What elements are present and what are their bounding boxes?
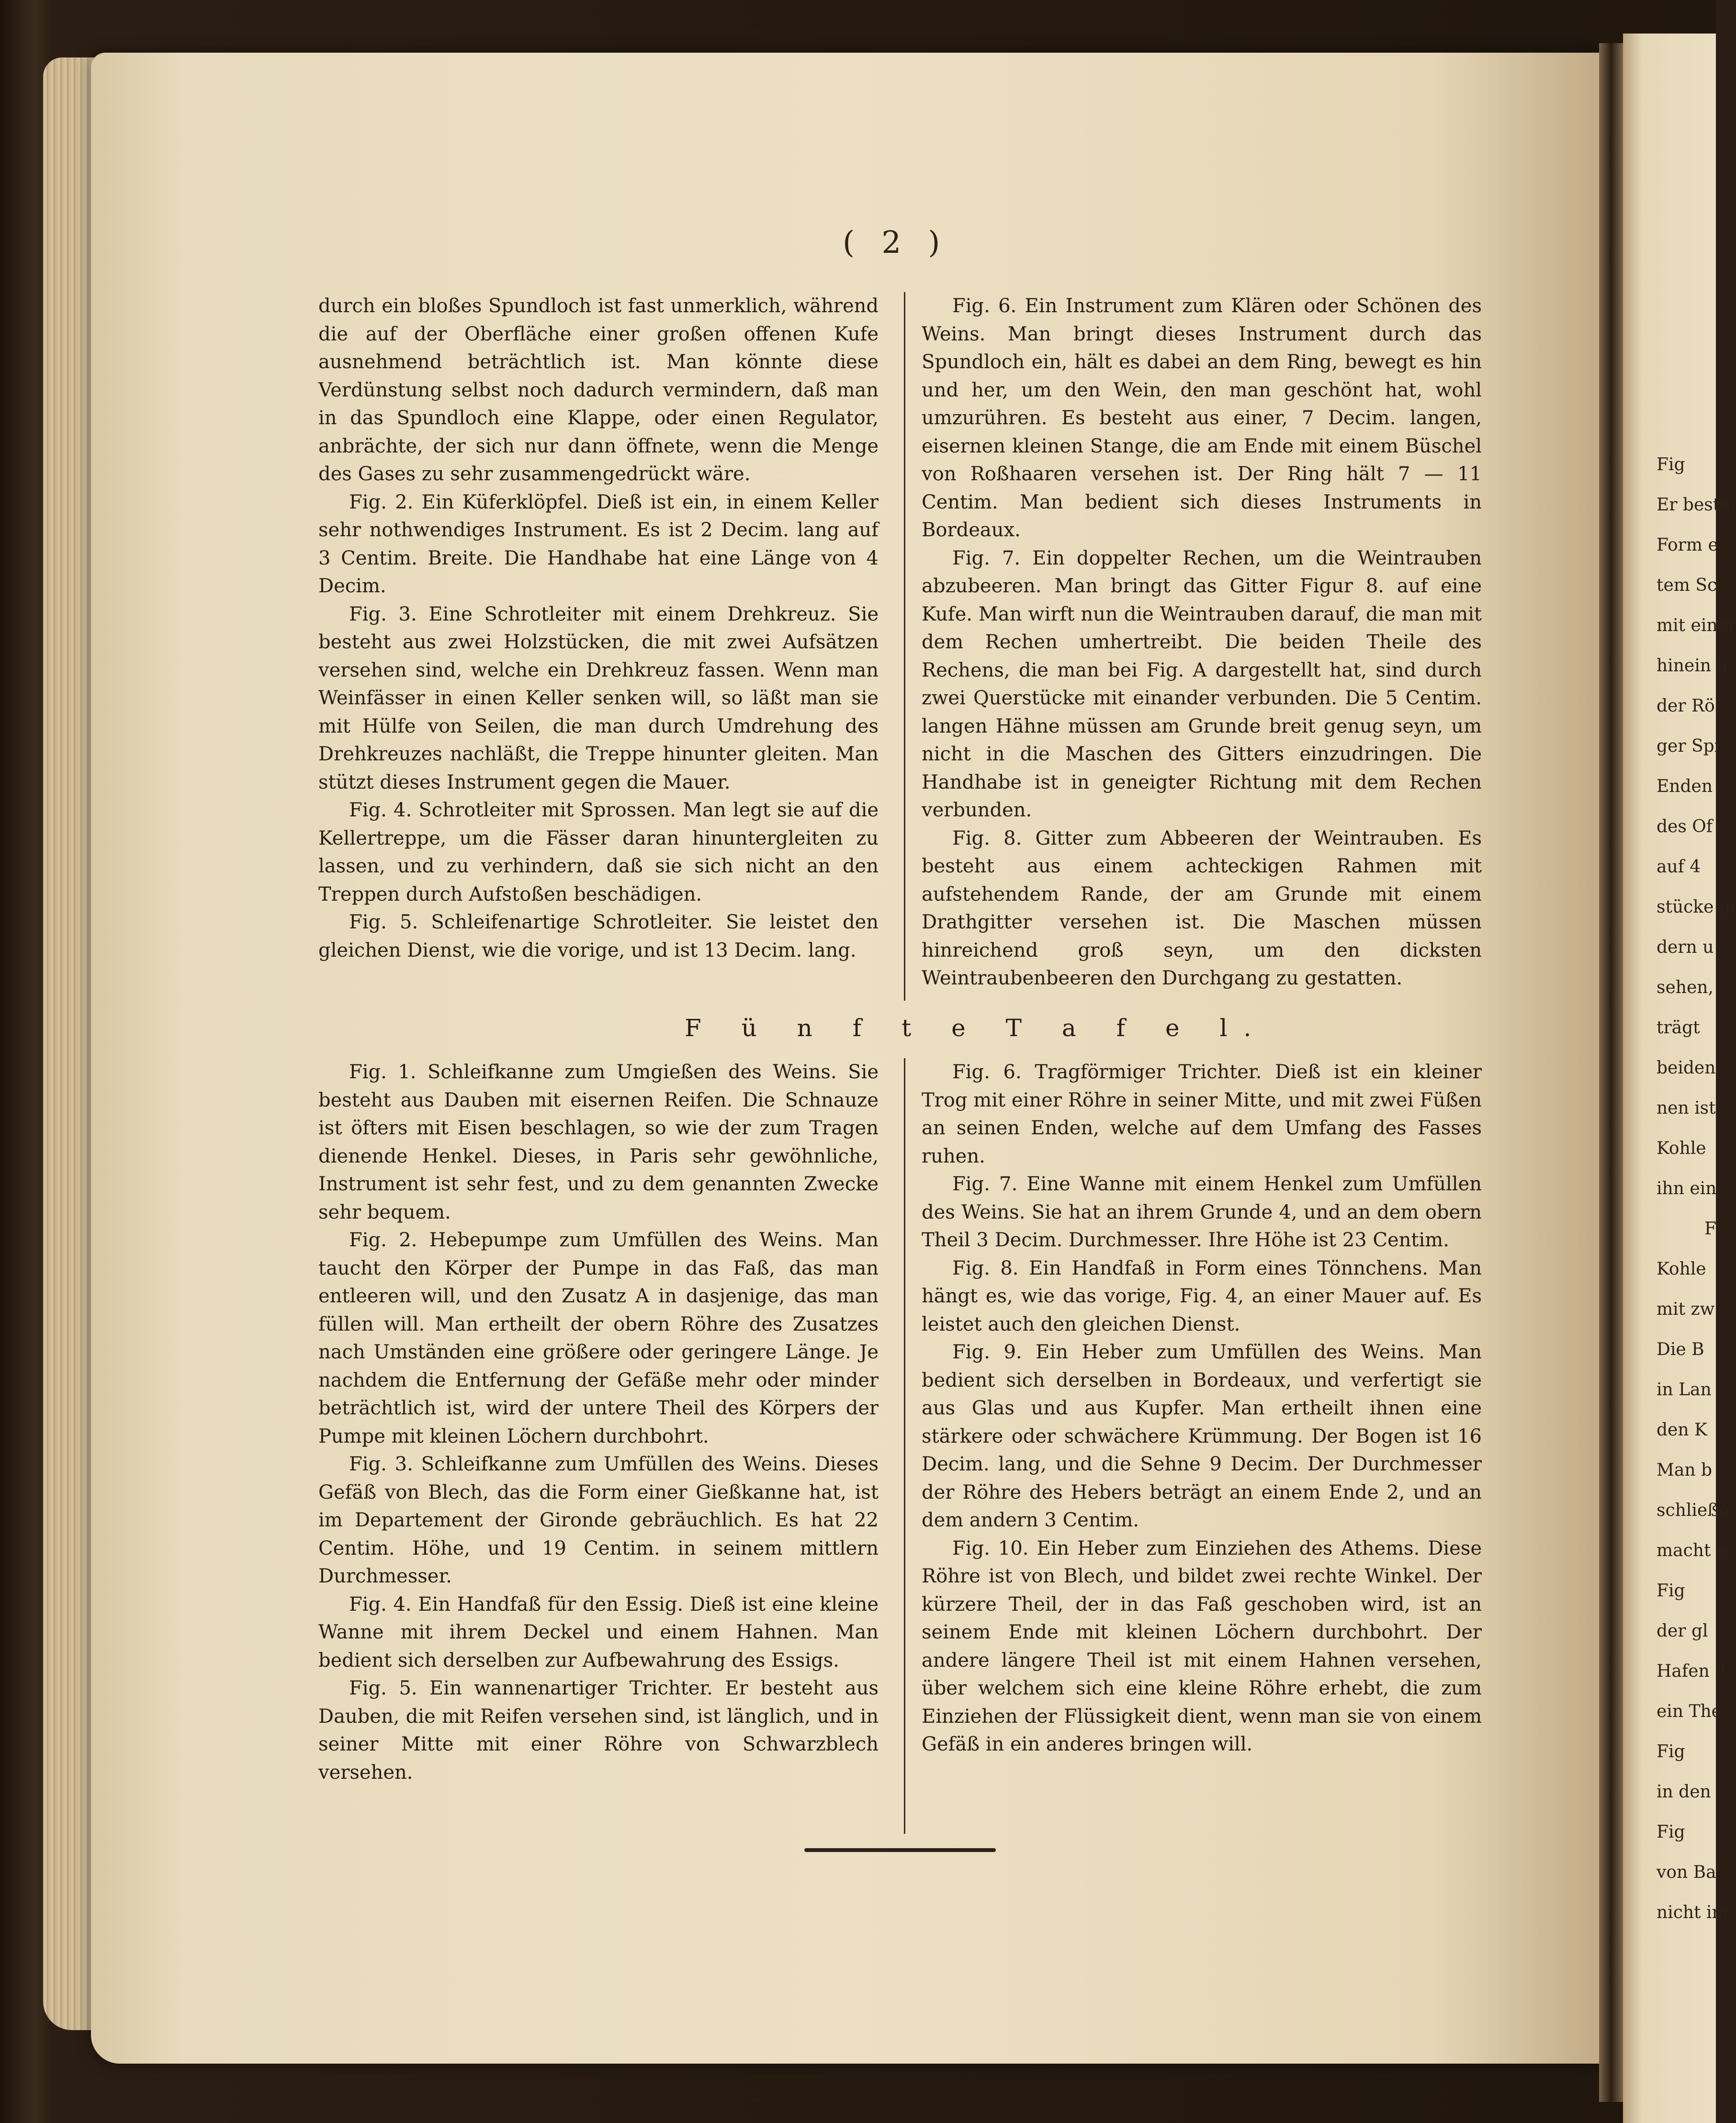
paragraph: Fig. 2. Ein Küferklöpfel. Dieß ist ein, in einem Keller sehr nothwendiges Instrument. Es ist 2 Decim. lang auf 3 Centim. Breite. Die Handhabe hat eine Länge von 4 Decim.	[318, 491, 879, 597]
right-page-fragment-line: dern u	[1657, 937, 1714, 957]
closing-rule	[804, 1848, 996, 1852]
paragraph: Fig. 3. Eine Schrotleiter mit einem Drehkreuz. Sie besteht aus zwei Holzstücken, die mit zwei Aufsätzen versehen sind, welche ein Drehkreuz fassen. Wenn man Weinfässer in einen Keller senken will, so läßt man sie mit Hülfe von Seilen, die man durch Umdrehung des Drehkreuzes nachläßt, die Treppe hinunter gleiten. Man stützt dieses Instrument gegen die Mauer.	[318, 603, 879, 793]
right-page-fragment-line: stücke m	[1657, 897, 1736, 917]
right-page-fragment-line: von Ba	[1657, 1863, 1716, 1882]
column-divider-bottom	[904, 1058, 905, 1834]
paragraph: Fig. 6. Tragförmiger Trichter. Dieß ist ein kleiner Trog mit einer Röhre in seiner Mitte, und mit zwei Füßen an seinen Enden, welche auf dem Umfang des Fasses ruhen.	[922, 1061, 1482, 1167]
right-page-fragment-line: ihn ein	[1657, 1179, 1717, 1198]
right-page-fragment-line: hinein u	[1657, 656, 1728, 676]
right-column-bottom	[922, 1058, 1482, 1759]
right-page-fragment-line: trägt	[1657, 1018, 1700, 1038]
right-page-fragment-line: Hafen d	[1657, 1661, 1726, 1681]
right-page-fragment-line: Fig	[1657, 1742, 1685, 1762]
right-page-fragment-line: Enden	[1657, 777, 1713, 796]
paragraph: Fig. 2. Hebepumpe zum Umfüllen des Weins. Man taucht den Körper der Pumpe in das Faß, das man entleeren will, und den Zusatz A in dasjenige, das man füllen will. Man ertheilt der obern Röhre des Zusatzes nach Umständen eine größere oder geringere Länge. Je nachdem die Entfernung der Gefäße mehr oder minder beträchtlich ist, wird der untere Theil des Körpers der Pumpe mit kleinen Löchern durchbohrt.	[318, 1229, 879, 1447]
paragraph: Fig. 3. Schleifkanne zum Umfüllen des Weins. Dieses Gefäß von Blech, das die Form einer Gießkanne hat, ist im Departement der Gironde gebräuchlich. Es hat 22 Centim. Höhe, und 19 Centim. in seinem mittlern Durchmesser.	[318, 1453, 879, 1587]
right-page-fragment-line: macht e	[1657, 1541, 1727, 1560]
right-page-fragment-line: sehen,	[1657, 978, 1713, 997]
right-page-fragment-line: tem Sc	[1657, 576, 1717, 595]
book-gutter	[1599, 43, 1623, 2102]
right-page-fragment-line: des Of	[1657, 817, 1713, 836]
right-page-fragment-line: ger Spi	[1657, 736, 1720, 756]
right-page-fragment-line: der gl	[1657, 1621, 1708, 1641]
paragraph: Fig. 4. Schrotleiter mit Sprossen. Man legt sie auf die Kellertreppe, um die Fässer daran hinuntergleiten zu lassen, und zu verhindern, daß sie sich nicht an den Treppen durch Aufstoßen beschädigen.	[318, 799, 879, 905]
paragraph: Fig. 10. Ein Heber zum Einziehen des Athems. Diese Röhre ist von Blech, und bildet zwei rechte Winkel. Der kürzere Theil, der in das Faß geschoben wird, ist an seinem Ende mit kleinen Löchern durchbohrt. Der andere längere Theil ist mit einem Hahnen versehen, über welchem sich eine kleine Röhre erhebt, die zum Einziehen der Flüssigkeit dient, wenn man sie von einem Gefäß in ein anderes bringen will.	[922, 1537, 1482, 1755]
right-page-fragment-line: Er bestel	[1657, 495, 1736, 515]
right-page-fragment-line: F	[1704, 1219, 1716, 1239]
paragraph: Fig. 1. Schleifkanne zum Umgießen des Weins. Sie besteht aus Dauben mit eisernen Reifen. Die Schnauze ist öfters mit Eisen beschlagen, so wie der zum Tragen dienende Henkel. Dieses, in Paris sehr gewöhnliche, Instrument ist sehr fest, und zu dem genannten Zwecke sehr bequem.	[318, 1061, 879, 1223]
section-heading: F ü n f t e T a f e l.	[685, 1014, 1268, 1042]
right-page-fragment-line: Fig	[1657, 1581, 1685, 1601]
paragraph: Fig. 5. Ein wannenartiger Trichter. Er besteht aus Dauben, die mit Reifen versehen sind, ist länglich, und in seiner Mitte mit einer Röhre von Schwarzblech versehen.	[318, 1677, 879, 1784]
column-divider-top	[904, 292, 905, 1001]
right-page-fragment-line: Fig	[1657, 455, 1685, 474]
right-page-fragment-line: nen ist	[1657, 1098, 1716, 1118]
right-page-fragment-line: mit einer	[1657, 616, 1736, 635]
right-page-fragment	[1623, 34, 1736, 2123]
right-page-fragment-line: in Lan	[1657, 1380, 1712, 1400]
right-page-fragment-line: den K	[1657, 1420, 1707, 1440]
right-page-fragment-line: Kohle	[1657, 1139, 1706, 1158]
right-page-fragment-line: Fig	[1657, 1822, 1685, 1842]
right-page-fragment-line: der Rös	[1657, 696, 1724, 716]
right-page-fragment-line: auf 4	[1657, 857, 1701, 877]
page-number: ( 2 )	[843, 225, 949, 260]
paragraph: Fig. 6. Ein Instrument zum Klären oder Schönen des Weins. Man bringt dieses Instrument durch das Spundloch ein, hält es dabei an dem Ring, bewegt es hin und her, um den Wein, den man geschönt hat, wohl umzurühren. Es besteht aus einer, 7 Decim. langen, eisernen kleinen Stange, die am Ende mit einem Büschel von Roßhaaren versehen ist. Der Ring hält 7 — 11 Centim. Man bedient sich dieses Instruments in Bordeaux.	[922, 295, 1482, 541]
paragraph: Fig. 4. Ein Handfaß für den Essig. Dieß ist eine kleine Wanne mit ihrem Deckel und einem Hahnen. Man bedient sich derselben zur Aufbewahrung des Essigs.	[318, 1593, 879, 1671]
paragraph: Fig. 8. Gitter zum Abbeeren der Weintrauben. Es besteht aus einem achteckigen Rahmen mit aufstehendem Rande, der am Grunde mit einem Drathgitter versehen ist. Die Maschen müssen hinreichend groß seyn, um den dicksten Weintraubenbeeren den Durchgang zu gestatten.	[922, 827, 1482, 989]
left-column-top	[318, 292, 879, 964]
right-page-fragment-line: Man b	[1657, 1460, 1712, 1480]
right-page-fragment-line: schließe	[1657, 1501, 1729, 1520]
left-column-bottom	[318, 1058, 879, 1786]
right-page-fragment-line: Form e	[1657, 535, 1718, 555]
right-page-fragment-line: beiden	[1657, 1058, 1716, 1078]
right-page-fragment-line: mit zw	[1657, 1299, 1715, 1319]
paragraph: Fig. 7. Ein doppelter Rechen, um die Weintrauben abzubeeren. Man bringt das Gitter Figur 8. auf eine Kufe. Man wirft nun die Weintrauben darauf, die man mit dem Rechen umhertreibt. Die beiden Theile des Rechens, die man bei Fig. A dargestellt hat, sind durch zwei Querstücke mit einander verbunden. Die 5 Centim. langen Hähne müssen am Grunde breit genug seyn, um nicht in die Maschen des Gitters einzudringen. Die Handhabe ist in geneigter Richtung mit dem Rechen verbunden.	[922, 547, 1482, 821]
right-column-top	[922, 292, 1482, 993]
right-page-fragment-line: nicht im	[1657, 1903, 1728, 1922]
right-page-fragment-line: ein The	[1657, 1702, 1722, 1721]
right-page-fragment-line: Kohle	[1657, 1259, 1706, 1279]
paragraph: Fig. 8. Ein Handfaß in Form eines Tönnchens. Man hängt es, wie das vorige, Fig. 4, an einer Mauer auf. Es leistet auch den gleichen Dienst.	[922, 1257, 1482, 1335]
paragraph: durch ein bloßes Spundloch ist fast unmerklich, während die auf der Oberfläche einer großen offenen Kufe ausnehmend beträchtlich ist. Man könnte diese Verdünstung selbst noch dadurch vermindern, daß man in das Spundloch eine Klappe, oder einen Regulator, anbrächte, der sich nur dann öffnete, wenn die Menge des Gases zu sehr zusammengedrückt wäre.	[318, 295, 879, 485]
right-page-fragment-line: in den	[1657, 1782, 1711, 1802]
right-page-fragment-line: Die B	[1657, 1340, 1704, 1359]
paragraph: Fig. 5. Schleifenartige Schrotleiter. Sie leistet den gleichen Dienst, wie die vorige, und ist 13 Decim. lang.	[318, 911, 879, 961]
paragraph: Fig. 9. Ein Heber zum Umfüllen des Weins. Man bedient sich derselben in Bordeaux, und verfertigt sie aus Glas und aus Kupfer. Man ertheilt ihnen eine stärkere oder schwächere Krümmung. Der Bogen ist 16 Decim. lang, und die Sehne 9 Decim. Der Durchmesser der Röhre des Hebers beträgt an einem Ende 2, und an dem andern 3 Centim.	[922, 1341, 1482, 1531]
paragraph: Fig. 7. Eine Wanne mit einem Henkel zum Umfüllen des Weins. Sie hat an ihrem Grunde 4, und an dem obern Theil 3 Decim. Durchmesser. Ihre Höhe ist 23 Centim.	[922, 1173, 1482, 1251]
